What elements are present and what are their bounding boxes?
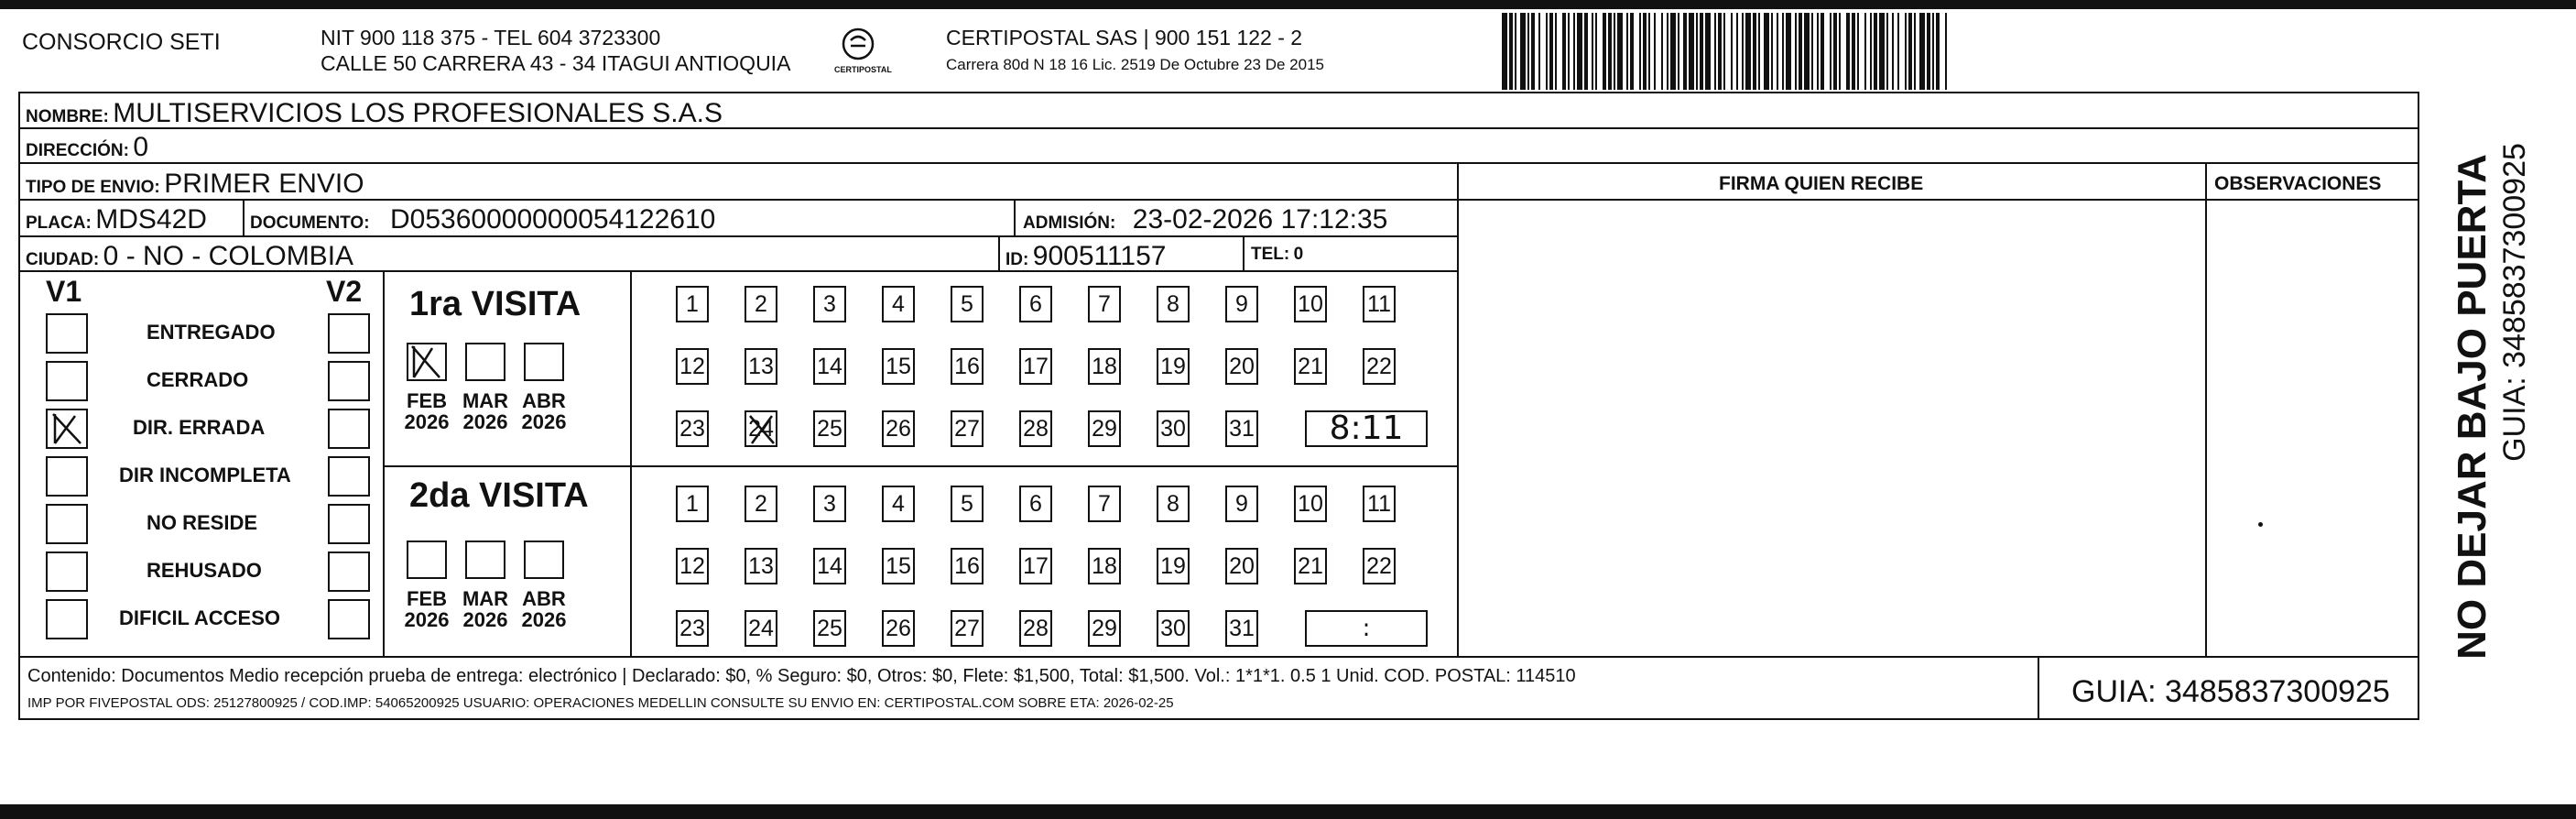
- v2-checkbox-cerrado[interactable]: [328, 361, 370, 401]
- day-box-7[interactable]: 7: [1088, 486, 1121, 522]
- status-label: CERRADO: [147, 368, 249, 391]
- month-year: 2026: [404, 410, 450, 434]
- v1-checkbox-no-reside[interactable]: [46, 504, 88, 544]
- day-box-8[interactable]: 8: [1157, 486, 1190, 522]
- rule-doc-adm: [1014, 199, 1016, 235]
- day-box-25[interactable]: 25: [813, 610, 846, 647]
- v1-checkbox-dificil-acceso[interactable]: [46, 599, 88, 639]
- day-box-17[interactable]: 17: [1019, 548, 1052, 584]
- license-line: Carrera 80d N 18 16 Lic. 2519 De Octubre 23 De 2015: [946, 56, 1324, 73]
- month-label-mar: [458, 390, 513, 432]
- month-year: 2026: [521, 608, 567, 632]
- day-box-11[interactable]: 11: [1363, 286, 1396, 322]
- direccion-value: 0: [133, 132, 149, 162]
- v2-checkbox-dir-errada[interactable]: [328, 409, 370, 449]
- day-box-8[interactable]: 8: [1157, 286, 1190, 322]
- visit2-title: 2da VISITA: [409, 476, 589, 515]
- id-row: [1005, 243, 1167, 270]
- day-box-27[interactable]: 27: [951, 610, 984, 647]
- admision-row: [1023, 206, 1387, 234]
- no-dejar-bajo-puerta: NO DEJAR BAJO PUERTA: [2450, 154, 2494, 660]
- day-box-14[interactable]: 14: [813, 348, 846, 385]
- day-box-2[interactable]: 2: [745, 286, 777, 322]
- day-box-18[interactable]: 18: [1088, 348, 1121, 385]
- day-box-30[interactable]: 30: [1157, 410, 1190, 447]
- rule-visits: [383, 465, 1458, 467]
- day-box-1[interactable]: 1: [676, 286, 709, 322]
- day-box-2[interactable]: 2: [745, 486, 777, 522]
- footer-guia: GUIA: 3485837300925: [2071, 674, 2390, 709]
- day-number: 24: [748, 416, 774, 442]
- day-box-22[interactable]: 22: [1363, 348, 1396, 385]
- v2-header: V2: [326, 275, 363, 308]
- nombre-value: MULTISERVICIOS LOS PROFESIONALES S.A.S: [113, 98, 723, 128]
- day-box-10[interactable]: 10: [1294, 286, 1327, 322]
- placa-label: PLACA:: [26, 213, 92, 233]
- v1-checkbox-cerrado[interactable]: [46, 361, 88, 401]
- month-label-abr: [516, 390, 571, 432]
- documento-label: DOCUMENTO:: [250, 213, 370, 233]
- day-box-21[interactable]: 21: [1294, 348, 1327, 385]
- day-box-3[interactable]: 3: [813, 286, 846, 322]
- day-box-19[interactable]: 19: [1157, 548, 1190, 584]
- day-box-7[interactable]: 7: [1088, 286, 1121, 322]
- rule-direccion: [18, 162, 2419, 164]
- placa-row: [26, 206, 207, 234]
- ciudad-value: 0 - NO - COLOMBIA: [103, 241, 354, 271]
- month-year: 2026: [462, 410, 508, 434]
- observaciones-header: OBSERVACIONES: [2214, 173, 2382, 194]
- day-box-16[interactable]: 16: [951, 548, 984, 584]
- day-box-9[interactable]: 9: [1225, 486, 1258, 522]
- day-box-29[interactable]: 29: [1088, 610, 1121, 647]
- day-box-28[interactable]: 28: [1019, 610, 1052, 647]
- month-label-mar: [458, 588, 513, 630]
- rule-footer: [18, 656, 2419, 658]
- day-box-12[interactable]: 12: [676, 548, 709, 584]
- month-checkbox-mar[interactable]: [465, 343, 505, 381]
- day-box-5[interactable]: 5: [951, 486, 984, 522]
- day-box-20[interactable]: 20: [1225, 548, 1258, 584]
- day-box-28[interactable]: 28: [1019, 410, 1052, 447]
- tel-row: [1251, 246, 1303, 263]
- footer-contenido: Contenido: Documentos Medio recepción prueba de entrega: electrónico | Declarado: $0, % Seguro: $0, Otros: $0, Flete: $1,500, Total: $1,500. Vol.: 1*1*1. 0.5 1 Unid. COD. POSTAL: 114510: [27, 666, 1576, 686]
- rule-ciudad-id: [998, 235, 1000, 270]
- bottom-border-bar: [0, 804, 2576, 819]
- id-label: ID:: [1005, 250, 1029, 269]
- footer-imp-line: IMP POR FIVEPOSTAL ODS: 25127800925 / COD.IMP: 54065200925 USUARIO: OPERACIONES MEDELLIN CONSULTE SU ENVIO EN: CERTIPOSTAL.COM SOBRE ETA: 2026-02-25: [27, 695, 1174, 711]
- visit1-title: 1ra VISITA: [409, 285, 582, 323]
- day-box-4[interactable]: 4: [882, 286, 915, 322]
- month-label-feb: [399, 588, 454, 630]
- placa-value: MDS42D: [95, 204, 207, 235]
- id-value: 900511157: [1032, 241, 1167, 271]
- logo-text: CERTIPOSTAL: [834, 65, 892, 74]
- day-box-5[interactable]: 5: [951, 286, 984, 322]
- barcode: [1502, 13, 2198, 90]
- v1-checkbox-dir-incompleta[interactable]: [46, 456, 88, 497]
- day-box-3[interactable]: 3: [813, 486, 846, 522]
- month-name: MAR: [462, 587, 509, 610]
- day-box-23[interactable]: 23: [676, 410, 709, 447]
- day-box-21[interactable]: 21: [1294, 548, 1327, 584]
- month-year: 2026: [521, 410, 567, 434]
- direccion-row: [26, 134, 148, 161]
- month-name: FEB: [407, 587, 447, 610]
- nit-line: NIT 900 118 375 - TEL 604 3723300: [321, 26, 661, 49]
- month-name: ABR: [522, 587, 566, 610]
- v2-checkbox-rehusado[interactable]: [328, 551, 370, 592]
- status-label: DIR INCOMPLETA: [119, 464, 291, 486]
- day-box-16[interactable]: 16: [951, 348, 984, 385]
- month-year: 2026: [462, 608, 508, 632]
- direccion-label: DIRECCIÓN:: [26, 141, 129, 160]
- day-box-29[interactable]: 29: [1088, 410, 1121, 447]
- tipo-row: [26, 170, 364, 198]
- v1-checkbox-dir-errada[interactable]: [46, 409, 88, 449]
- side-guia: GUIA: 3485837300925: [2497, 143, 2532, 462]
- nombre-label: NOMBRE:: [26, 107, 109, 126]
- ciudad-label: CIUDAD:: [26, 250, 100, 269]
- day-box-20[interactable]: 20: [1225, 348, 1258, 385]
- v2-checkbox-dificil-acceso[interactable]: [328, 599, 370, 639]
- month-year: 2026: [404, 608, 450, 632]
- day-box-6[interactable]: 6: [1019, 486, 1052, 522]
- day-box-24[interactable]: 24: [745, 610, 777, 647]
- month-name: ABR: [522, 389, 566, 412]
- day-box-26[interactable]: 26: [882, 410, 915, 447]
- day-box-1[interactable]: 1: [676, 486, 709, 522]
- address-line: CALLE 50 CARRERA 43 - 34 ITAGUI ANTIOQUIA: [321, 51, 791, 75]
- documento-value: D05360000000054122610: [390, 204, 716, 235]
- day-box-19[interactable]: 19: [1157, 348, 1190, 385]
- certipostal-line: CERTIPOSTAL SAS | 900 151 122 - 2: [946, 26, 1303, 49]
- month-checkbox-feb[interactable]: [407, 343, 447, 381]
- month-label-feb: [399, 390, 454, 432]
- ciudad-row: [26, 243, 353, 270]
- month-checkbox-abr[interactable]: [524, 343, 564, 381]
- v1-checkbox-entregado[interactable]: [46, 313, 88, 354]
- day-box-11[interactable]: 11: [1363, 486, 1396, 522]
- firma-header: FIRMA QUIEN RECIBE: [1719, 173, 1924, 194]
- tipo-value: PRIMER ENVIO: [164, 169, 364, 199]
- rule-columns-header: [1457, 199, 2419, 201]
- month-checkbox-abr[interactable]: [524, 541, 564, 579]
- admision-label: ADMISIÓN:: [1023, 213, 1116, 233]
- status-label: DIFICIL ACCESO: [119, 606, 281, 629]
- rule-firma-left: [1457, 162, 1459, 657]
- status-label: ENTREGADO: [147, 321, 276, 344]
- v1-checkbox-rehusado[interactable]: [46, 551, 88, 592]
- day-box-31[interactable]: 31: [1225, 610, 1258, 647]
- tel-label: TEL:: [1251, 245, 1290, 264]
- observaciones-dot: [2258, 522, 2263, 527]
- day-box-26[interactable]: 26: [882, 610, 915, 647]
- day-box-4[interactable]: 4: [882, 486, 915, 522]
- rule-months-days: [630, 270, 632, 656]
- month-checkbox-mar[interactable]: [465, 541, 505, 579]
- month-checkbox-feb[interactable]: [407, 541, 447, 579]
- month-name: MAR: [462, 389, 509, 412]
- day-box-17[interactable]: 17: [1019, 348, 1052, 385]
- day-box-14[interactable]: 14: [813, 548, 846, 584]
- day-box-23[interactable]: 23: [676, 610, 709, 647]
- day-box-24[interactable]: [745, 410, 777, 447]
- day-box-6[interactable]: 6: [1019, 286, 1052, 322]
- v1-header: V1: [46, 275, 82, 308]
- rule-obs-left: [2205, 162, 2207, 657]
- month-label-abr: [516, 588, 571, 630]
- time-box[interactable]: 8:11: [1305, 410, 1428, 447]
- barcode-space: [1947, 13, 1949, 90]
- day-box-30[interactable]: 30: [1157, 610, 1190, 647]
- v2-checkbox-no-reside[interactable]: [328, 504, 370, 544]
- form-frame: [18, 92, 2419, 720]
- status-label: DIR. ERRADA: [133, 416, 266, 439]
- status-label: REHUSADO: [147, 559, 262, 582]
- day-box-12[interactable]: 12: [676, 348, 709, 385]
- time-box[interactable]: :: [1305, 610, 1428, 647]
- top-border-bar: [0, 0, 2576, 9]
- documento-row: [250, 206, 715, 234]
- day-box-15[interactable]: 15: [882, 348, 915, 385]
- rule-id-tel: [1243, 235, 1245, 270]
- rule-footer-guia: [2038, 656, 2039, 720]
- v2-checkbox-dir-incompleta[interactable]: [328, 456, 370, 497]
- day-box-25[interactable]: 25: [813, 410, 846, 447]
- rule-placa-doc: [243, 199, 245, 235]
- status-label: NO RESIDE: [147, 511, 258, 534]
- day-box-31[interactable]: 31: [1225, 410, 1258, 447]
- day-box-13[interactable]: 13: [745, 548, 777, 584]
- rule-status-visits: [383, 270, 385, 656]
- day-box-9[interactable]: 9: [1225, 286, 1258, 322]
- company-name: CONSORCIO SETI: [22, 29, 221, 55]
- day-box-27[interactable]: 27: [951, 410, 984, 447]
- nombre-row: [26, 100, 723, 127]
- day-box-22[interactable]: 22: [1363, 548, 1396, 584]
- day-box-10[interactable]: 10: [1294, 486, 1327, 522]
- day-box-15[interactable]: 15: [882, 548, 915, 584]
- tel-value: 0: [1293, 245, 1304, 264]
- v2-checkbox-entregado[interactable]: [328, 313, 370, 354]
- tipo-label: TIPO DE ENVIO:: [26, 178, 160, 197]
- day-box-18[interactable]: 18: [1088, 548, 1121, 584]
- day-box-13[interactable]: 13: [745, 348, 777, 385]
- month-name: FEB: [407, 389, 447, 412]
- admision-value: 23-02-2026 17:12:35: [1132, 204, 1388, 235]
